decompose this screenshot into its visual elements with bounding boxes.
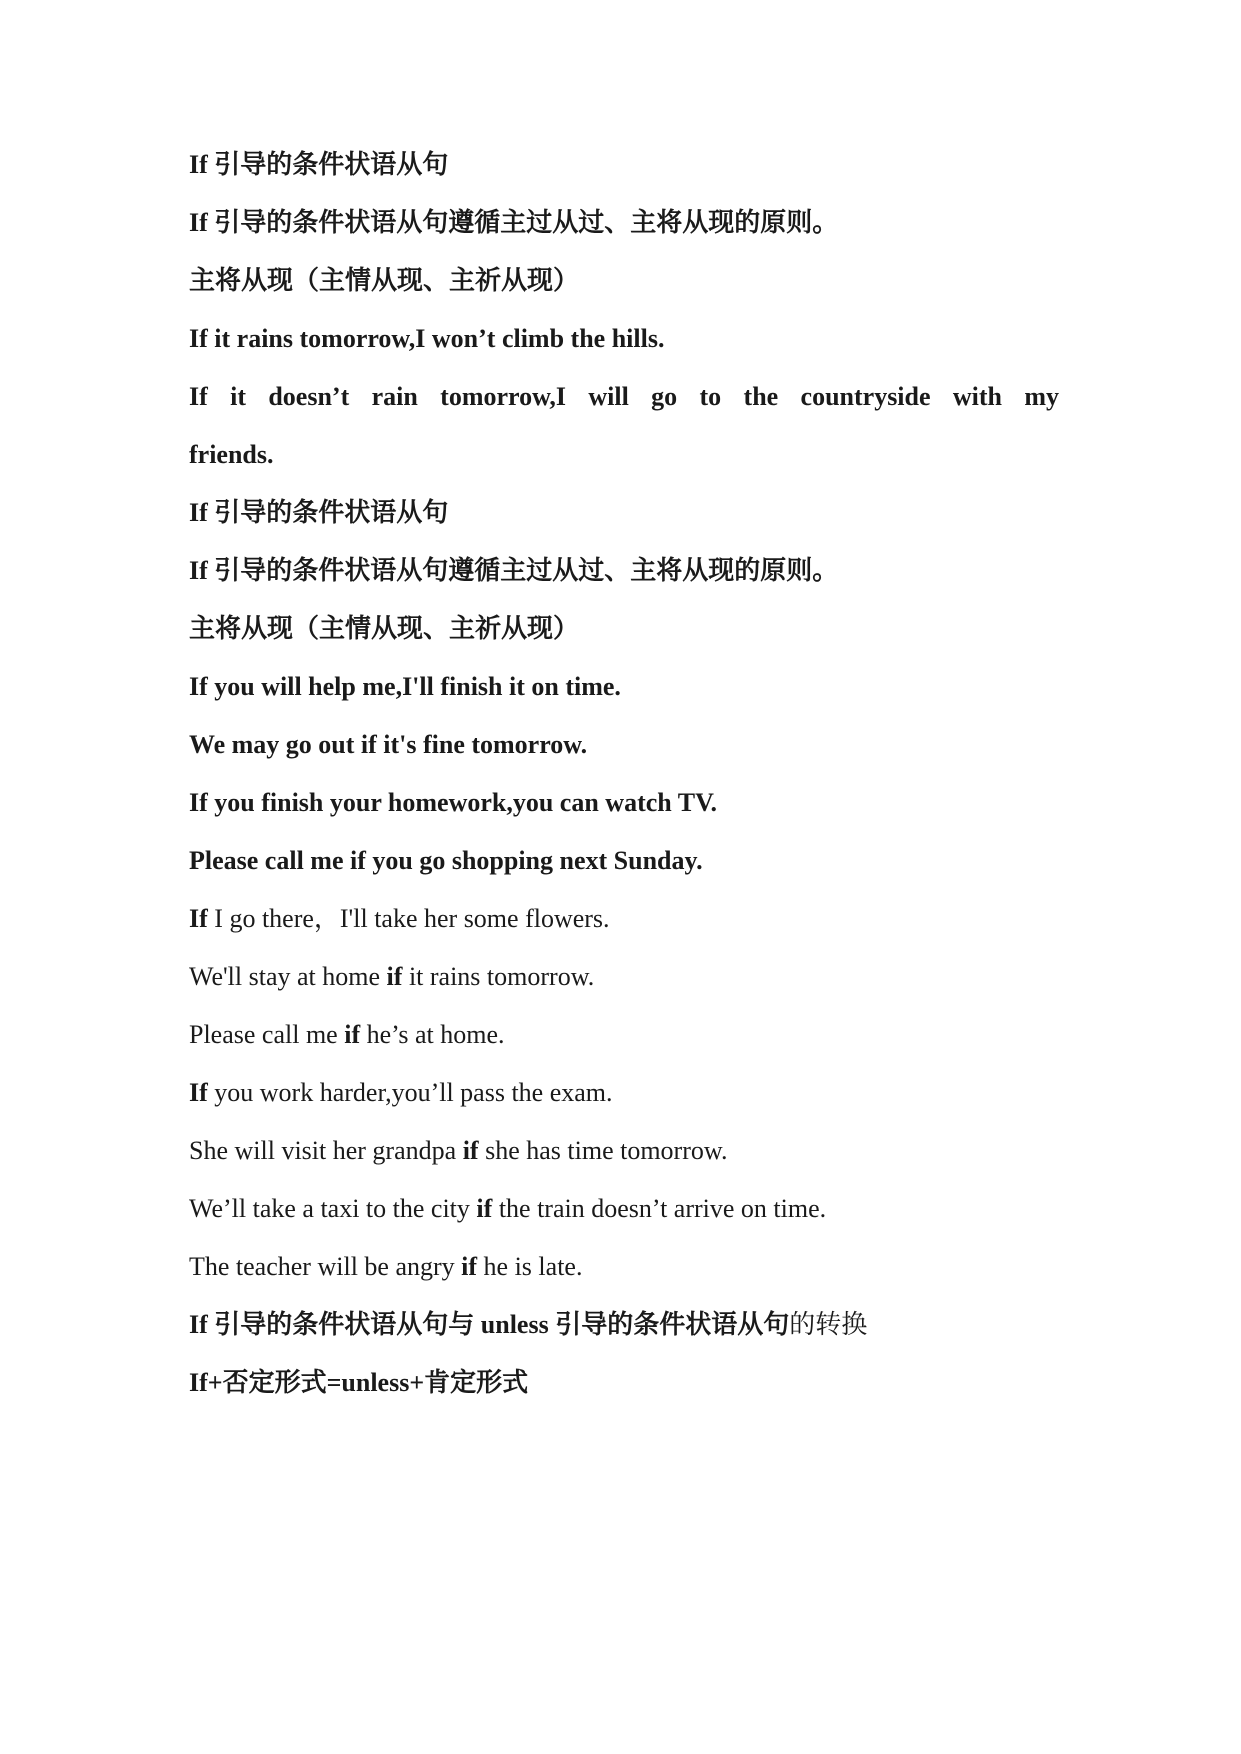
example-sentence (189, 1076, 1059, 1110)
keyword-if: If (189, 1078, 208, 1107)
conversion-heading (189, 1308, 1059, 1342)
sentence-text: he is late. (477, 1252, 583, 1281)
heading-if-clause: If 引导的条件状语从句 (189, 498, 449, 527)
sentence-text: the train doesn’t arrive on time. (492, 1194, 827, 1223)
example-sentence: We may go out if it's fine tomorrow. (189, 730, 588, 759)
example-sentence: If it rains tomorrow,I won’t climb the hills. (189, 324, 665, 353)
keyword-if: if (462, 1136, 479, 1165)
rule-subtext: 主将从现（主情从现、主祈从现） (189, 266, 580, 295)
rule-text: If 引导的条件状语从句遵循主过从过、主将从现的原则。 (189, 556, 839, 585)
conversion-formula: If+否定形式=unless+肯定形式 (189, 1368, 529, 1397)
example-sentence (189, 1192, 1059, 1226)
sentence-text: she has time tomorrow. (478, 1136, 728, 1165)
example-sentence: If you finish your homework,you can watch TV. (189, 788, 718, 817)
sentence-text: We’ll take a taxi to the city (189, 1194, 477, 1223)
keyword-if: if (476, 1194, 493, 1223)
example-sentence (189, 1134, 1059, 1168)
sentence-text: he’s at home. (360, 1020, 505, 1049)
sentence-text: it rains tomorrow. (402, 962, 595, 991)
sentence-text: Please call me (189, 1020, 345, 1049)
sentence-text: I go there，I'll take her some flowers. (207, 904, 610, 933)
heading-if-clause: If 引导的条件状语从句 (189, 150, 449, 179)
example-sentence-continuation: friends. (189, 440, 274, 469)
keyword-if: if (461, 1252, 478, 1281)
conversion-heading-normal: 的转换 (789, 1310, 868, 1339)
example-sentence (189, 1018, 1059, 1052)
example-sentence (189, 960, 1059, 994)
keyword-if: if (386, 962, 403, 991)
example-sentence: If you will help me,I'll finish it on time. (189, 672, 621, 701)
rule-text: If 引导的条件状语从句遵循主过从过、主将从现的原则。 (189, 208, 839, 237)
rule-subtext: 主将从现（主情从现、主祈从现） (189, 614, 580, 643)
conversion-heading-bold: If 引导的条件状语从句与 unless 引导的条件状语从句 (189, 1310, 790, 1339)
example-sentence (189, 902, 1059, 936)
keyword-if: if (344, 1020, 361, 1049)
example-sentence (189, 1250, 1059, 1284)
sentence-text: The teacher will be angry (189, 1252, 462, 1281)
example-sentence: If it doesn’t rain tomorrow,I will go to the countryside with my (189, 382, 1059, 411)
sentence-text: She will visit her grandpa (189, 1136, 463, 1165)
example-sentence: Please call me if you go shopping next Sunday. (189, 846, 703, 875)
sentence-text: you work harder,you’ll pass the exam. (207, 1078, 613, 1107)
sentence-text: We'll stay at home (189, 962, 387, 991)
keyword-if: If (189, 904, 208, 933)
